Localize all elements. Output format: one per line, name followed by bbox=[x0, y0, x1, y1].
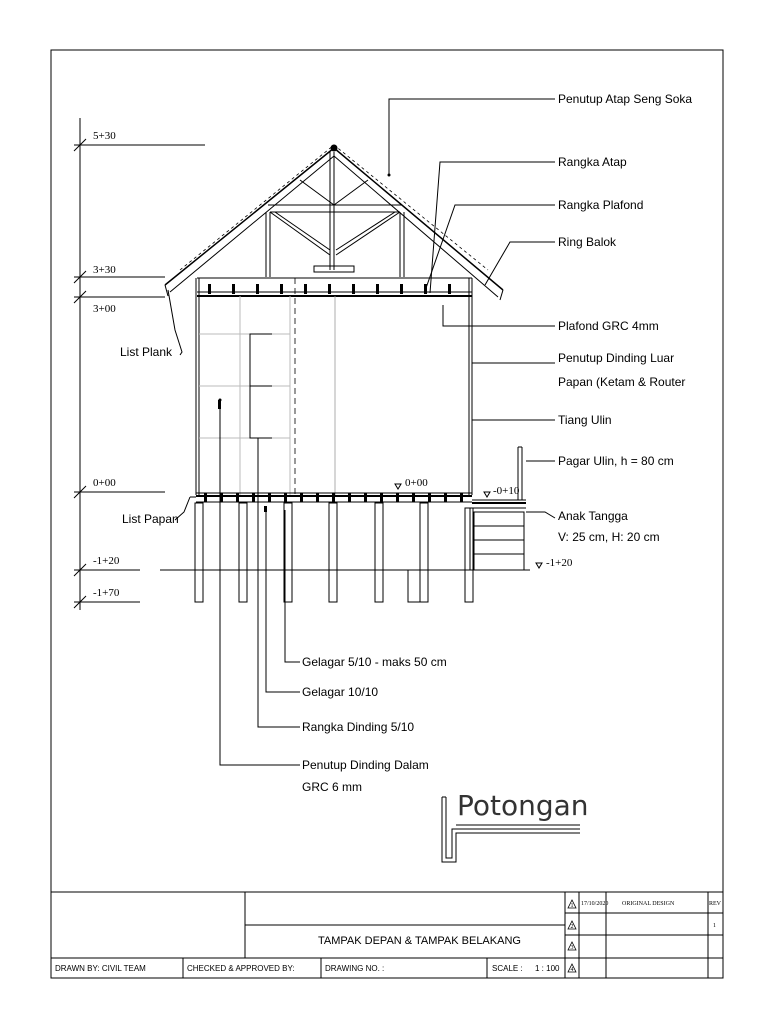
drawn-by: DRAWN BY: CIVIL TEAM bbox=[55, 964, 146, 973]
level-label-000: 0+00 bbox=[93, 477, 116, 489]
scale-value: 1 : 100 bbox=[535, 964, 560, 973]
leader-dots bbox=[218, 174, 391, 513]
porch-deck bbox=[472, 500, 526, 508]
rev-triangle-label-3: 3 bbox=[570, 945, 574, 951]
rev-date: 17/10/2020 bbox=[581, 901, 609, 907]
checked-by: CHECKED & APPROVED BY: bbox=[187, 964, 295, 973]
rev-header: REV bbox=[709, 901, 721, 907]
ground-level-mark: -1+20 bbox=[546, 557, 573, 569]
label-ceiling: Plafond GRC 4mm bbox=[558, 319, 659, 333]
label-stair-1: Anak Tangga bbox=[558, 509, 628, 523]
roof-truss bbox=[266, 152, 404, 277]
label-floor-trim: List Papan bbox=[122, 512, 179, 526]
scale-label: SCALE : bbox=[492, 964, 523, 973]
label-outer-wall-2: Papan (Ketam & Router bbox=[558, 375, 686, 389]
drawing-no: DRAWING NO. : bbox=[325, 964, 385, 973]
label-roof-cover: Penutup Atap Seng Soka bbox=[558, 92, 693, 106]
revision-triangles bbox=[568, 900, 576, 972]
rev-number: 1 bbox=[713, 923, 716, 929]
label-wall-frame: Rangka Dinding 5/10 bbox=[302, 720, 415, 734]
posts bbox=[195, 503, 473, 602]
level-label-m120: -1+20 bbox=[93, 555, 120, 567]
level-label-300: 3+00 bbox=[93, 303, 116, 315]
label-inner-wall-1: Penutup Dinding Dalam bbox=[302, 758, 429, 772]
label-ceiling-frame: Rangka Plafond bbox=[558, 198, 644, 212]
label-outer-wall-1: Penutup Dinding Luar bbox=[558, 351, 675, 365]
door bbox=[250, 334, 272, 444]
label-roof-frame: Rangka Atap bbox=[558, 155, 627, 169]
level-label-m170: -1+70 bbox=[93, 587, 120, 599]
label-railing: Pagar Ulin, h = 80 cm bbox=[558, 454, 674, 468]
label-ring-beam: Ring Balok bbox=[558, 235, 617, 249]
porch-level-mark: -0+10 bbox=[493, 485, 520, 497]
label-stair-2: V: 25 cm, H: 20 cm bbox=[558, 530, 660, 544]
drawing-title: Potongan bbox=[457, 789, 589, 822]
floor-level-mark: 0+00 bbox=[405, 477, 428, 489]
label-column: Tiang Ulin bbox=[558, 413, 612, 427]
stairs bbox=[470, 508, 524, 570]
rev-triangle-label-2: 2 bbox=[570, 924, 574, 930]
level-label-330: 3+30 bbox=[93, 264, 116, 276]
level-markers bbox=[74, 118, 205, 610]
rev-triangle-label-1: 1 bbox=[570, 903, 574, 909]
label-inner-wall-2: GRC 6 mm bbox=[302, 780, 362, 794]
floor-joists bbox=[204, 493, 463, 502]
inner-wall-frame bbox=[199, 296, 290, 495]
rev-desc: ORIGINAL DESIGN bbox=[622, 901, 675, 907]
label-joist-small: Gelagar 5/10 - maks 50 cm bbox=[302, 655, 447, 669]
sheet-title: TAMPAK DEPAN & TAMPAK BELAKANG bbox=[318, 935, 521, 947]
label-fascia: List Plank bbox=[120, 345, 173, 359]
rev-triangle-label-4: 4 bbox=[570, 967, 574, 973]
level-label-530: 5+30 bbox=[93, 130, 116, 142]
label-joist-main: Gelagar 10/10 bbox=[302, 685, 379, 699]
